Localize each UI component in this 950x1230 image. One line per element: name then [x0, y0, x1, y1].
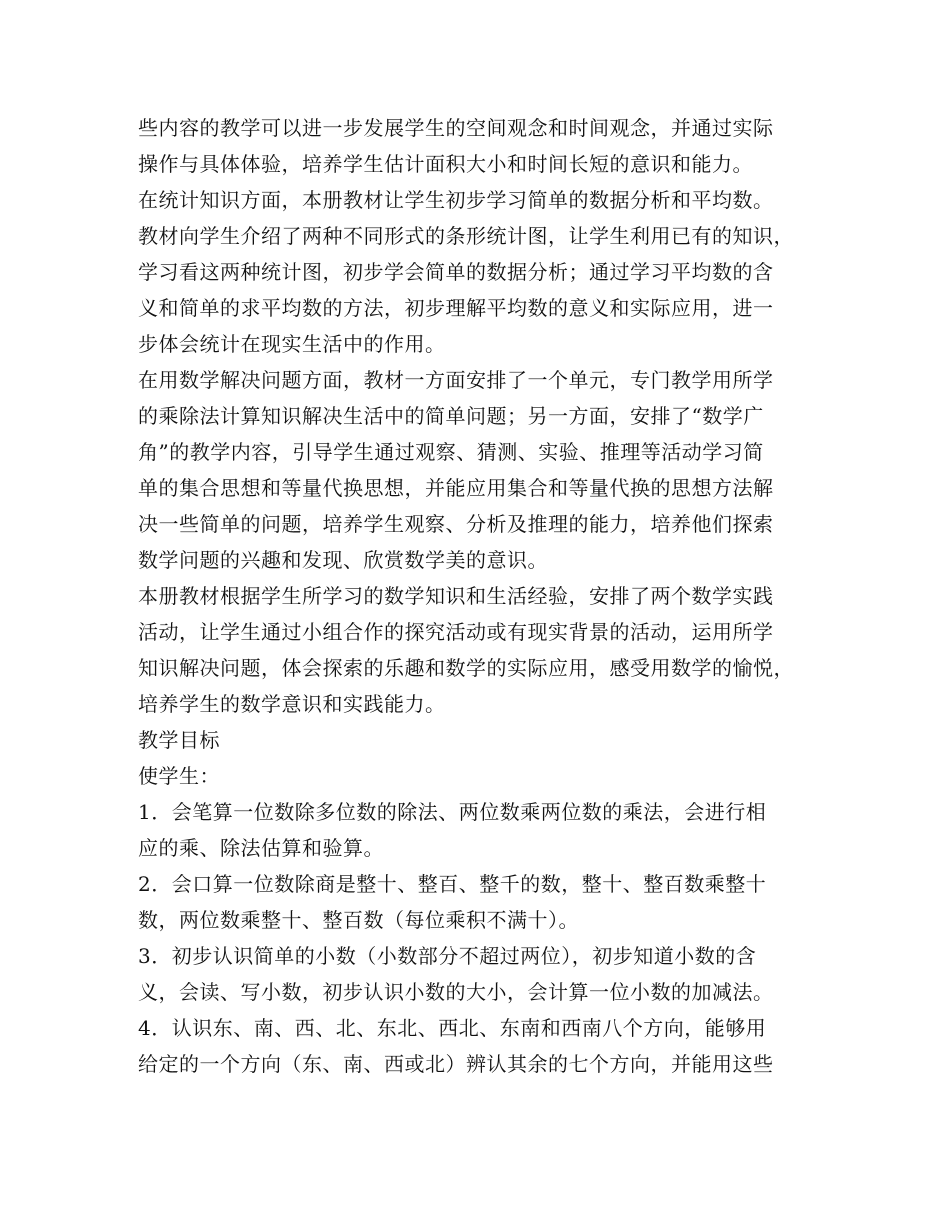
text-line: 数学问题的兴趣和发现、欣赏数学美的意识。	[138, 548, 548, 572]
text-line: 单的集合思想和等量代换思想，并能应用集合和等量代换的思想方法解	[138, 476, 774, 500]
text-line: 在用数学解决问题方面，教材一方面安排了一个单元，专门教学用所学	[138, 368, 774, 392]
list-item-text: 3．初步认识简单的小数（小数部分不超过两位），初步知道小数的含	[138, 944, 757, 968]
text-line: 操作与具体体验，培养学生估计面积大小和时间长短的意识和能力。	[138, 152, 753, 176]
text-line: 角”的教学内容，引导学生通过观察、猜测、实验、推理等活动学习简	[138, 440, 764, 464]
text-line: 教材向学生介绍了两种不同形式的条形统计图，让学生利用已有的知识，	[138, 224, 794, 248]
list-item-text: 2．会口算一位数除商是整十、整百、整千的数，整十、整百数乘整十	[138, 872, 767, 896]
text-line: 活动，让学生通过小组合作的探究活动或有现实背景的活动，运用所学	[138, 620, 774, 644]
text-line: 培养学生的数学意识和实践能力。	[138, 692, 446, 716]
text-line: 使学生：	[138, 764, 220, 788]
list-item-text: 数，两位数乘整十、整百数（每位乘积不满十）。	[138, 908, 579, 932]
text-line: 在统计知识方面，本册教材让学生初步学习简单的数据分析和平均数。	[138, 188, 774, 212]
text-line: 学习看这两种统计图，初步学会简单的数据分析；通过学习平均数的含	[138, 260, 774, 284]
list-item-text: 应的乘、除法估算和验算。	[138, 836, 384, 860]
list-item-text: 给定的一个方向（东、南、西或北）辨认其余的七个方向，并能用这些	[138, 1052, 774, 1076]
list-item-text: 1．会笔算一位数除多位数的除法、两位数乘两位数的乘法，会进行相	[138, 800, 767, 824]
text-line: 义和简单的求平均数的方法，初步理解平均数的意义和实际应用，进一	[138, 296, 774, 320]
list-item-text: 4．认识东、南、西、北、东北、西北、东南和西南八个方向，能够用	[138, 1016, 767, 1040]
text-line: 决一些简单的问题，培养学生观察、分析及推理的能力，培养他们探索	[138, 512, 774, 536]
text-line: 些内容的教学可以进一步发展学生的空间观念和时间观念，并通过实际	[138, 116, 774, 140]
section-heading: 教学目标	[138, 728, 220, 752]
text-line: 本册教材根据学生所学习的数学知识和生活经验，安排了两个数学实践	[138, 584, 774, 608]
list-item-text: 义，会读、写小数，初步认识小数的大小，会计算一位小数的加减法。	[138, 980, 774, 1004]
text-line: 知识解决问题，体会探索的乐趣和数学的实际应用，感受用数学的愉悦，	[138, 656, 794, 680]
text-line: 的乘除法计算知识解决生活中的简单问题；另一方面，安排了“数学广	[138, 404, 764, 428]
document-body	[138, 110, 828, 1082]
text-line: 步体会统计在现实生活中的作用。	[138, 332, 446, 356]
